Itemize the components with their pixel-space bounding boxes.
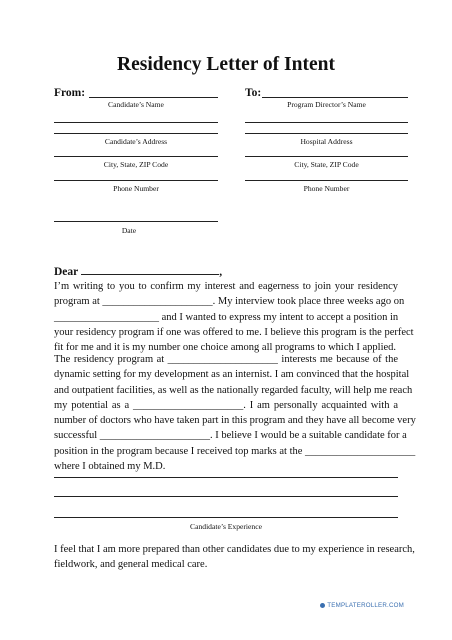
candidate-address-line-2[interactable] [54,133,218,134]
paragraph-line: program at _____________________. My interview took place three weeks ago on [54,296,405,308]
hospital-address-line-2[interactable] [245,133,408,134]
from-label: From: [54,87,86,99]
paragraph-line: fit for me and it is my number one choice among all programs to which I applied. [54,342,397,354]
salutation-name-blank[interactable] [81,263,219,275]
salutation [54,263,222,278]
director-name-line[interactable] [262,97,408,98]
paragraph-line: number of doctors who have taken part in this program and they have all become very [54,415,416,427]
director-name-caption: Program Director’s Name [287,100,366,109]
hospital-city-line[interactable] [245,156,408,157]
paragraph-line: your residency program if one was offered to me. I believe this program is the perfect [54,326,414,338]
candidate-phone-caption: Phone Number [113,184,159,193]
hospital-city-caption: City, State, ZIP Code [294,160,359,169]
candidate-address-caption: Candidate’s Address [104,137,168,146]
salutation-word: Dear [54,266,79,278]
candidate-phone-line[interactable] [54,180,218,181]
hospital-address-caption: Hospital Address [300,137,353,146]
paragraph-program-interest [54,352,416,474]
footer-watermark[interactable] [320,602,404,609]
document-title: Residency Letter of Intent [117,54,335,75]
paragraph-line: where I obtained my M.D. [54,461,166,473]
paragraph-line: I’m writing to you to confirm my interest and eagerness to join your residency [54,281,398,292]
date-caption: Date [121,226,137,235]
experience-caption: Candidate’s Experience [190,522,262,531]
paragraph-line: fieldwork, and general medical care. [54,559,208,571]
hospital-phone-caption: Phone Number [303,184,350,193]
paragraph-line: dynamic setting for my development as an internist. I am convinced that the hospital [54,369,410,381]
paragraph-line: and outpatient facilities, as well as the nationally regarded faculty, will help me reach [54,384,413,396]
to-label: To: [245,87,262,99]
candidate-address-line-1[interactable] [54,122,218,123]
salutation-comma: , [219,266,223,278]
hospital-phone-line[interactable] [245,180,408,181]
experience-line-1[interactable] [54,477,398,478]
candidate-city-line[interactable] [54,156,218,157]
paragraph-preparedness [54,542,415,573]
date-line[interactable] [54,221,218,222]
paragraph-line: my potential as a _____________________. I am personally acquainted with a [54,399,398,411]
hospital-address-line-1[interactable] [245,122,408,123]
paragraph-line: The residency program at _____________________ interests me because of the [54,354,398,365]
experience-line-3[interactable] [54,517,398,518]
paragraph-line: ____________________ and I wanted to express my intent to accept a position in [54,311,399,323]
paragraph-line: position in the program because I received top marks at the _____________________ [54,445,416,457]
paragraph-intent [54,279,414,355]
experience-line-2[interactable] [54,496,398,497]
paragraph-line: successful _____________________. I believe I would be a suitable candidate for a [54,430,407,442]
copyright-icon [320,603,325,608]
footer-text: TEMPLATEROLLER.COM [327,602,404,609]
paragraph-line: I feel that I am more prepared than other candidates due to my experience in research, [54,544,415,555]
candidate-name-caption: Candidate’s Name [108,100,164,109]
candidate-city-caption: City, State, ZIP Code [103,160,169,169]
candidate-name-line[interactable] [89,97,218,98]
